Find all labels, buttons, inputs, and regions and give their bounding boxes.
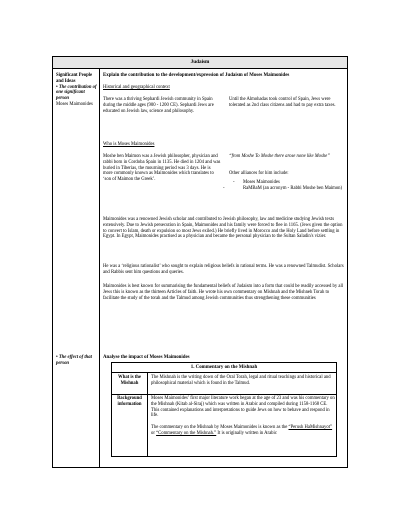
commentary-link[interactable]: “Commentary on the Mishnah.” — [156, 430, 217, 436]
left-section-1 — [56, 73, 97, 108]
paragraph-3: Maimonides is best known for summarising the fundamental beliefs of Judaism into a form that could be readily accessed by all Jews this is known as the thirteen Articles of faith. He wrote his own commentary on Mishnah and the Mishneh Torah to facilitate the study of the torah and the Talmud among Jewish communities thus strengthening these communities — [103, 284, 344, 301]
bullet-dash: - — [223, 185, 225, 191]
commentary-table — [111, 362, 337, 457]
who-other-label: Other alliances for him include: — [229, 171, 289, 176]
paragraph-1: Maimonides was a renowned Jewish scholar and contributed to Jewish philosophy, law and medicine studying Jewish texts extensively. Due to Jewish persecution in Spain, Maimonides and his family were forced to flee in 1165. (Jews given the option to convert to Islam, death or expulsion so most Jews exiled.) He briefly lived in Morocco and the Holy Land before settling in Egypt. In Egypt, Maimonides practised as a physician and became the personal physician to the Sultan Saladin's vizier. — [103, 217, 343, 240]
historical-right-text: Until the Almohadas took control of Spain, Jews were tolerated as 2nd class citizens and had to pay extra taxes. — [229, 97, 336, 108]
row-text-background: Moses Maimonides’ first major literature work began at the age of 23 and was his commentary on the Mishnah (Kitab al-Siraj) which was written in Arabic and compiled during 1158-1168 CE. This contained explanations and interpretations to guide Jews on how to behave and respond in life. — [151, 396, 335, 419]
perush-link[interactable]: “Perush HaMishnayot” — [288, 425, 333, 430]
section-title: Significant People and Ideas — [56, 73, 93, 84]
row-text-what: The Mishnah is the writing down of the Oral Torah, legal and ritual teachings and historical and philosophical material which is found in the Talmud. — [151, 375, 331, 386]
row-label-background: Background information — [112, 394, 148, 457]
judaism-table — [52, 56, 348, 468]
historical-subheading: Historical and geographical context — [103, 85, 170, 90]
row-label-what: What is the Mishnah — [112, 373, 148, 394]
list-item: - Moses Maimonides — [233, 180, 280, 185]
table-header: Judaism — [53, 57, 347, 69]
who-subheading: Who is Moses Maimonides — [103, 142, 155, 147]
section-bullet: • The contribution of one significant person — [56, 84, 97, 102]
impact-heading: Analyse the impact of Moses Maimonides — [103, 355, 190, 360]
commentary-title: 1. Commentary on the Mishnah — [112, 363, 336, 373]
column-divider — [99, 69, 100, 468]
left-section-2 — [56, 355, 97, 367]
alliance-list — [223, 180, 343, 192]
paragraph-2: He was a ‘religious rationalist’ who sought to explain religious beliefs in rational terms. He was a renowned Talmudist. Scholars and Rabbis sent him questions and queries. — [103, 264, 344, 275]
list-item: - RaMBaM (an acronym - Rabbi Moshe ben Maimon) — [223, 185, 343, 191]
historical-left-text: There was a thriving Sephardi Jewish community in Spain during the middle ages (900 - 1200 CE). Sephardi Jews are educated on Jewish law, science and philosophy. — [103, 97, 214, 114]
bullet-dash: - — [233, 180, 235, 185]
who-quote: “from Moshe To Moshe there arose none like Moshe” — [229, 154, 330, 159]
row-text-background-2: The commentary on the Mishnah by Moses Maimonides is known as the “Perush HaMishnayot” or “Commentary on the Mishnah.” It is originally written in Arabic — [151, 425, 333, 436]
person-name: Moses Maimonides — [56, 101, 93, 107]
contribution-heading: Explain the contribution to the development/expression of Judaism of Moses Maimonides — [103, 73, 290, 78]
who-left-text: Moshe ben Maimon was a Jewish philosopher, physician and rabbi born in Cordoba Spain in 1135. He died in 1204 and was buried in Tiberias, the mourning period was 3 days. He is more commonly known as Maimonides which translates to ‘son of Maimon the Greek’. — [103, 154, 221, 183]
effect-bullet: • The effect of that person — [56, 355, 92, 366]
